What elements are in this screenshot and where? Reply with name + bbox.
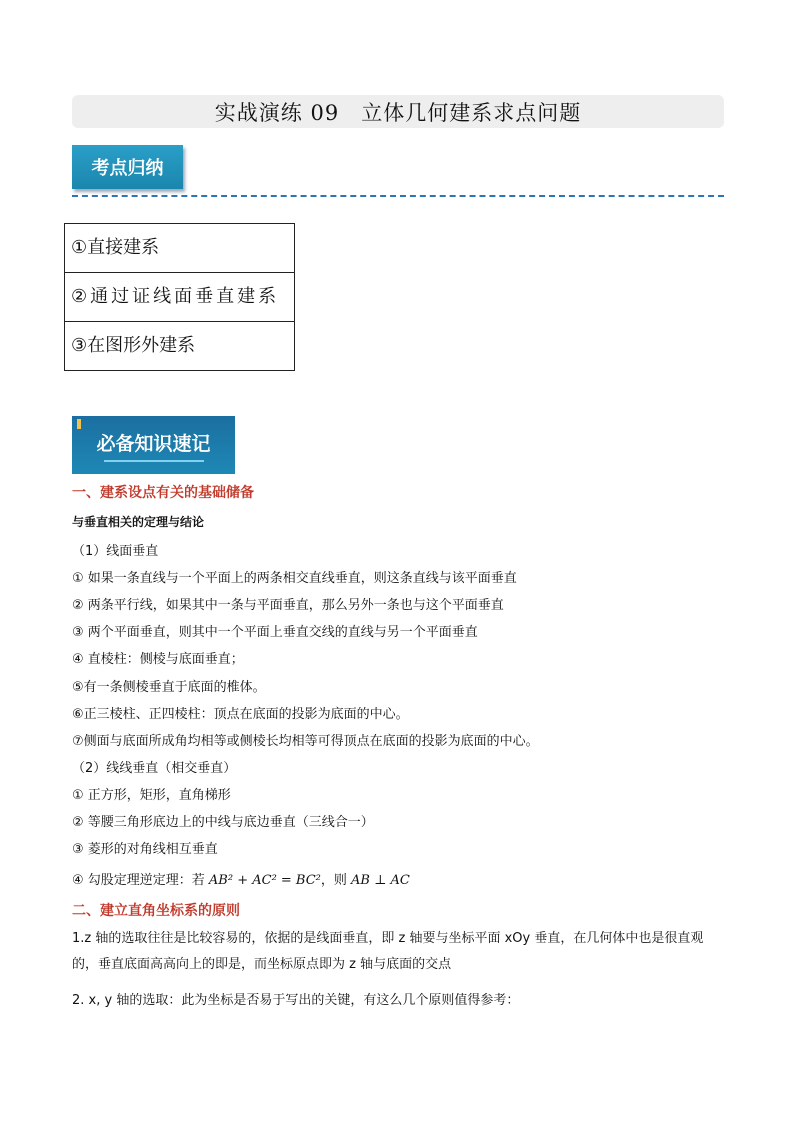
badge-knowledge-label: 必备知识速记 xyxy=(96,432,211,455)
pythagoras-formula: AB² + AC² = BC² xyxy=(208,873,321,888)
part2-item: ② 等腰三角形底边上的中线与底边垂直（三线合一） xyxy=(72,815,374,830)
section2-heading: 二、建立直角坐标系的原则 xyxy=(72,903,240,919)
part2-title: （2）线线垂直（相交垂直） xyxy=(72,761,237,776)
section-badge-points: 考点归纳 xyxy=(72,145,183,189)
section1-heading: 一、建系设点有关的基础储备 xyxy=(72,485,254,501)
part2-item: ① 正方形，矩形，直角梯形 xyxy=(72,788,231,803)
part1-item: ③ 两个平面垂直，则其中一个平面上垂直交线的直线与另一个平面垂直 xyxy=(72,625,478,640)
part1-title: （1）线面垂直 xyxy=(72,544,159,559)
part1-item: ⑥正三棱柱、正四棱柱：顶点在底面的投影为底面的中心。 xyxy=(72,707,409,722)
badge-tick-decoration xyxy=(77,419,81,429)
part1-item: ⑦侧面与底面所成角均相等或侧棱长均相等可得顶点在底面的投影为底面的中心。 xyxy=(72,734,539,749)
section1-subheading: 与垂直相关的定理与结论 xyxy=(72,515,205,529)
badge-underline xyxy=(104,460,204,462)
section-badge-knowledge xyxy=(72,416,235,474)
part2-item: ③ 菱形的对角线相互垂直 xyxy=(72,842,218,857)
part1-item: ② 两条平行线，如果其中一条与平面垂直，那么另外一条也与这个平面垂直 xyxy=(72,598,504,613)
point-item-1: ①直接建系 xyxy=(65,224,294,273)
points-table xyxy=(64,223,295,371)
point-item-3: ③在图形外建系 xyxy=(71,335,196,356)
point-item-2: ②通过证线面垂直建系 xyxy=(65,273,294,322)
dashed-divider xyxy=(72,195,724,197)
page-title: 实战演练 09 立体几何建系求点问题 xyxy=(72,95,724,128)
section2-paragraph-1: 1.z 轴的选取往往是比较容易的，依据的是线面垂直，即 z 轴要与坐标平面 xOy 垂直，在几何体中也是很直观的，垂直底面高高向上的即是，而坐标原点即为 z 轴与底面的交点 xyxy=(72,931,704,972)
pythagoras-line xyxy=(72,869,410,888)
section2-paragraph-2: 2. x, y 轴的选取：此为坐标是否易于写出的关键，有这么几个原则值得参考： xyxy=(72,993,520,1008)
pythagoras-prefix: ④ 勾股定理逆定理：若 xyxy=(72,873,209,888)
part1-item: ④ 直棱柱：侧棱与底面垂直； xyxy=(72,652,244,667)
pythagoras-mid: ，则 xyxy=(320,873,352,888)
part1-item: ⑤有一条侧棱垂直于底面的椎体。 xyxy=(72,680,266,695)
part1-item: ① 如果一条直线与一个平面上的两条相交直线垂直，则这条直线与该平面垂直 xyxy=(72,571,517,586)
pythagoras-result: AB ⊥ AC xyxy=(351,873,410,888)
